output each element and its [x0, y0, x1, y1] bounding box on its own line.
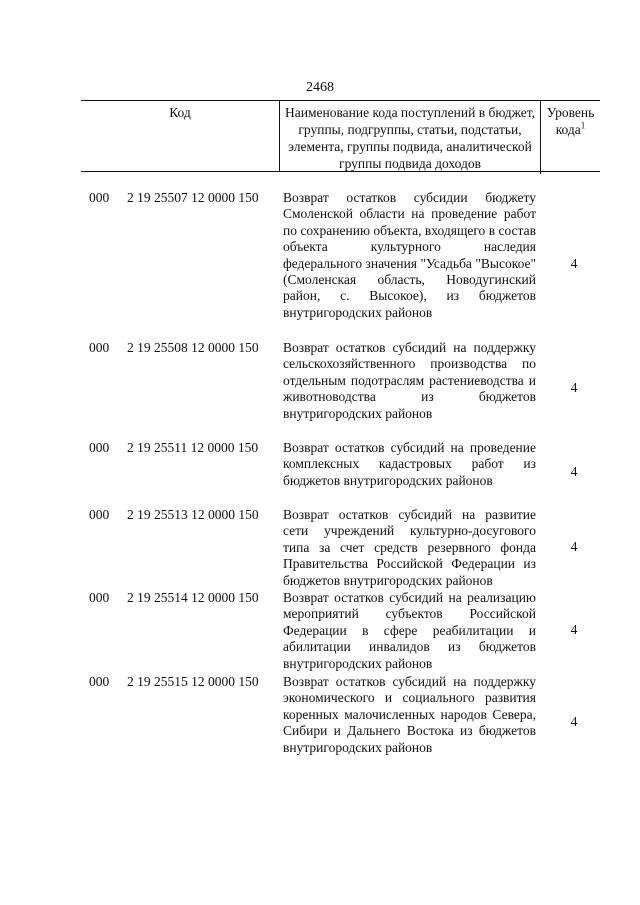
page-number: 2468 — [306, 80, 334, 95]
row-code: 2 19 25513 12 0000 150 — [127, 507, 259, 522]
row-group-code: 000 — [89, 340, 110, 355]
row-level: 4 — [570, 714, 578, 729]
header-level — [541, 101, 600, 174]
header-name: Наименование кода поступлений в бюджет, группы, подгруппы, статьи, подстатьи, элемента, группы подвида, аналитической группы подвида доходов — [280, 101, 541, 174]
row-description: Возврат остатков субсидий на проведение комплексных кадастровых работ из бюджетов внутригородских районов — [283, 440, 536, 488]
row-code: 2 19 25514 12 0000 150 — [127, 590, 259, 605]
row-code: 2 19 25507 12 0000 150 — [127, 190, 259, 205]
row-level: 4 — [570, 622, 578, 637]
row-level: 4 — [570, 464, 578, 479]
row-description: Возврат остатков субсидии бюджету Смоленской области на проведение работ по сохранению объекта, входящего в состав объекта культурного наследия федерального значения "Усадьба "Высокое" (Смоленская область, Новодугинский район, с. Высокое), из бюджетов внутригородских районов — [283, 190, 536, 320]
row-code: 2 19 25515 12 0000 150 — [127, 674, 259, 689]
row-group-code: 000 — [89, 190, 110, 205]
row-description: Возврат остатков субсидий на поддержку экономического и социального развития коренных малочисленных народов Севера, Сибири и Дальнего Востока из бюджетов внутригородских районов — [283, 674, 536, 755]
row-group-code: 000 — [89, 674, 110, 689]
header-level-label: Уровень кода — [546, 105, 595, 137]
row-level: 4 — [570, 539, 578, 554]
row-description: Возврат остатков субсидий на реализацию мероприятий субъектов Российской Федерации в сфере реабилитации и абилитации инвалидов из бюджетов внутригородских районов — [283, 590, 536, 671]
row-code: 2 19 25508 12 0000 150 — [127, 340, 259, 355]
header-code — [81, 101, 280, 171]
row-group-code: 000 — [89, 507, 110, 522]
header-level-footnote: 1 — [580, 120, 586, 131]
row-description: Возврат остатков субсидий на поддержку сельскохозяйственного производства по отдельным подотраслям растениеводства и животноводства из бюджетов внутригородских районов — [283, 340, 536, 421]
row-group-code: 000 — [89, 590, 110, 605]
row-level: 4 — [570, 380, 578, 395]
row-description: Возврат остатков субсидий на развитие сети учреждений культурно-досугового типа за счет средств резервного фонда Правительства Российской Федерации из бюджетов внутригородских районов — [283, 507, 536, 588]
row-group-code: 000 — [89, 440, 110, 455]
row-code: 2 19 25511 12 0000 150 — [127, 440, 259, 455]
table-header — [81, 100, 600, 172]
row-level: 4 — [570, 256, 578, 271]
header-code-label: Код — [169, 105, 191, 120]
